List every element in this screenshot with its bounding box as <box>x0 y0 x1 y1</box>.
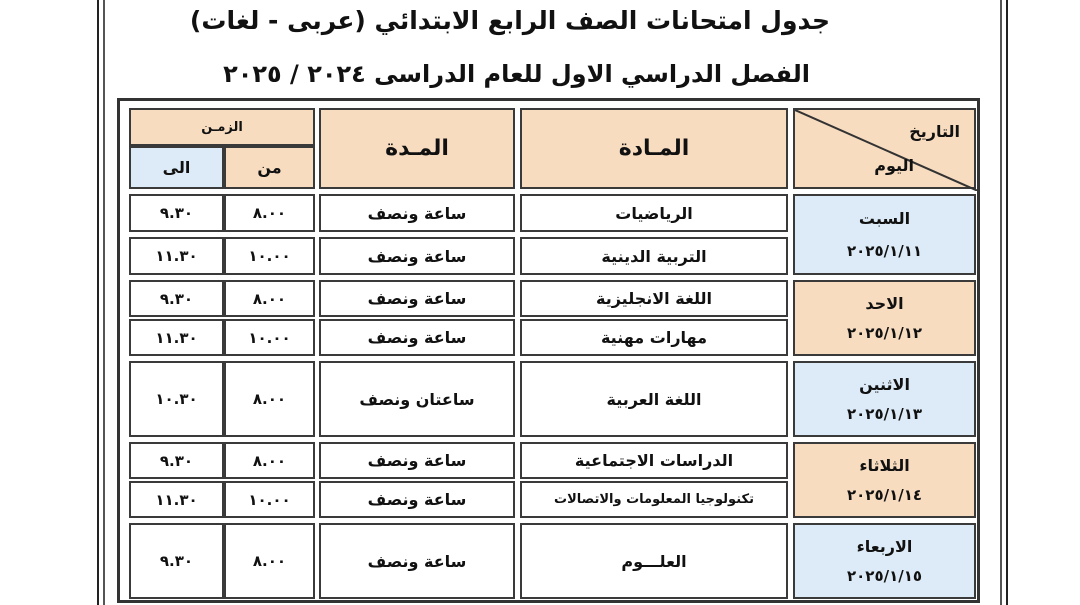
day-cell <box>793 194 976 275</box>
header-duration: المـدة <box>319 108 515 189</box>
page-border-left <box>97 0 105 605</box>
from-time-cell: ٨.٠٠ <box>224 194 315 232</box>
from-time-cell: ١٠.٠٠ <box>224 319 315 356</box>
subject-cell: مهارات مهنية <box>520 319 788 356</box>
to-time-cell: ١١.٣٠ <box>129 481 224 518</box>
day-cell <box>793 523 976 599</box>
duration-cell: ساعة ونصف <box>319 194 515 232</box>
day-date: ٢٠٢٥/١/١١ <box>846 242 923 260</box>
duration-cell: ساعة ونصف <box>319 319 515 356</box>
page-border-right <box>1000 0 1008 605</box>
subject-cell: التربية الدينية <box>520 237 788 275</box>
subject-cell: اللغة العربية <box>520 361 788 437</box>
header-date-day <box>793 108 976 189</box>
subject-cell: تكنولوجيا المعلومات والاتصالات <box>520 481 788 518</box>
day-name: الاثنين <box>859 374 910 394</box>
day-cell <box>793 442 976 518</box>
duration-cell: ساعتان ونصف <box>319 361 515 437</box>
subject-cell: العلـــوم <box>520 523 788 599</box>
duration-cell: ساعة ونصف <box>319 442 515 479</box>
day-cell <box>793 280 976 356</box>
subject-cell: اللغة الانجليزية <box>520 280 788 317</box>
day-name: الاحد <box>865 293 904 313</box>
subject-cell: الدراسات الاجتماعية <box>520 442 788 479</box>
to-time-cell: ١١.٣٠ <box>129 319 224 356</box>
day-date: ٢٠٢٥/١/١٢ <box>846 324 923 343</box>
to-time-cell: ٩.٣٠ <box>129 523 224 599</box>
duration-cell: ساعة ونصف <box>319 237 515 275</box>
duration-cell: ساعة ونصف <box>319 481 515 518</box>
day-date: ٢٠٢٥/١/١٥ <box>846 567 923 586</box>
day-date: ٢٠٢٥/١/١٣ <box>846 405 923 424</box>
from-time-cell: ٨.٠٠ <box>224 523 315 599</box>
page-title: جدول امتحانات الصف الرابع الابتدائي (عربى - لغات) <box>189 6 830 35</box>
header-time: الزمـن <box>129 108 315 146</box>
from-time-cell: ١٠.٠٠ <box>224 481 315 518</box>
day-cell <box>793 361 976 437</box>
from-time-cell: ٨.٠٠ <box>224 280 315 317</box>
to-time-cell: ٩.٣٠ <box>129 194 224 232</box>
duration-cell: ساعة ونصف <box>319 280 515 317</box>
duration-cell: ساعة ونصف <box>319 523 515 599</box>
to-time-cell: ١١.٣٠ <box>129 237 224 275</box>
header-from: من <box>224 146 315 189</box>
header-date-label: التاريخ <box>909 122 960 141</box>
day-date: ٢٠٢٥/١/١٤ <box>846 486 923 505</box>
header-subject: المـادة <box>520 108 788 189</box>
header-to: الى <box>129 146 224 189</box>
day-name: السبت <box>858 209 911 228</box>
exam-schedule-table <box>117 98 980 603</box>
day-name: الاربعاء <box>856 536 913 556</box>
header-day-label: اليوم <box>874 156 914 175</box>
from-time-cell: ١٠.٠٠ <box>224 237 315 275</box>
subject-cell: الرياضيات <box>520 194 788 232</box>
to-time-cell: ٩.٣٠ <box>129 280 224 317</box>
day-name: الثلاثاء <box>859 455 910 475</box>
page-subtitle: الفصل الدراسي الاول للعام الدراسى ٢٠٢٤ / ٢٠٢٥ <box>223 60 810 88</box>
to-time-cell: ١٠.٣٠ <box>129 361 224 437</box>
from-time-cell: ٨.٠٠ <box>224 442 315 479</box>
from-time-cell: ٨.٠٠ <box>224 361 315 437</box>
to-time-cell: ٩.٣٠ <box>129 442 224 479</box>
